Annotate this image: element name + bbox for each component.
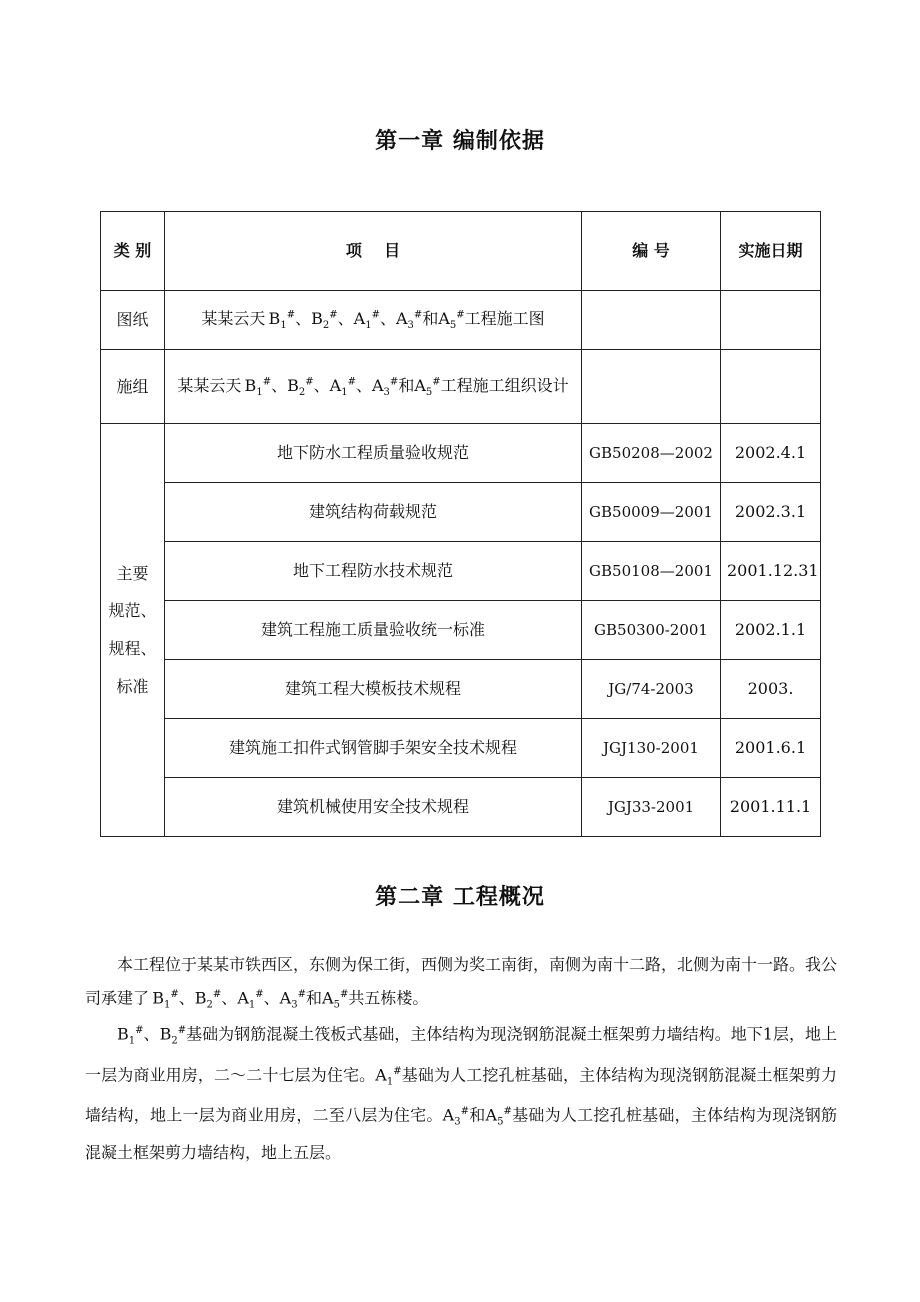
standard-date: 2002.1.1 <box>721 601 821 660</box>
overview-paragraph-structure: $B_1^{\#}$、$B_2^{\#}$基础为钢筋混凝土筏板式基础，主体结构为现浇钢筋混凝土框架剪力墙结构。地下1层，地上一层为商业用房，二～二十七层为住宅。$A_1^{\#}$基础为人工挖孔桩基础，主体结构为现浇钢筋混凝土框架剪力墙结构，地上一层为商业用房，二至八层为住宅。$A_3^{\#}$和$A_5^{\#}$基础为人工挖孔桩基础，主体结构为现浇钢筋混凝土框架剪力墙结构，地上五层。 <box>85 1024 837 1162</box>
standard-date: 2003. <box>721 660 821 719</box>
standard-code: GB50208—2002 <box>582 424 721 483</box>
table-row <box>101 424 821 483</box>
standard-code: GB50009—2001 <box>582 483 721 542</box>
category-standards: 主要 规范、 规程、 标准 <box>101 424 165 837</box>
standard-item: 地下防水工程质量验收规范 <box>165 424 582 483</box>
code-drawings <box>582 291 721 350</box>
standard-date: 2001.11.1 <box>721 778 821 837</box>
standard-item: 建筑机械使用安全技术规程 <box>165 778 582 837</box>
table-row-drawings <box>101 291 821 350</box>
standard-date: 2001.12.31 <box>721 542 821 601</box>
standard-date: 2002.3.1 <box>721 483 821 542</box>
standard-code: JGJ33-2001 <box>582 778 721 837</box>
header-category: 类 别 <box>101 212 165 291</box>
item-drawings: 某某云天 $B_1^{\#}$、$B_2^{\#}$、$A_1^{\#}$、$A_3^{\#}$和$A_5^{\#}$工程施工图 <box>165 291 582 350</box>
table-row <box>101 601 821 660</box>
standard-item: 建筑工程施工质量验收统一标准 <box>165 601 582 660</box>
header-date: 实施日期 <box>721 212 821 291</box>
table-row <box>101 719 821 778</box>
standard-date: 2002.4.1 <box>721 424 821 483</box>
date-organization <box>721 350 821 424</box>
standard-item: 建筑结构荷载规范 <box>165 483 582 542</box>
code-organization <box>582 350 721 424</box>
item-organization: 某某云天 $B_1^{\#}$、$B_2^{\#}$、$A_1^{\#}$、$A_3^{\#}$和$A_5^{\#}$工程施工组织设计 <box>165 350 582 424</box>
header-code: 编 号 <box>582 212 721 291</box>
category-organization: 施组 <box>101 350 165 424</box>
table-row <box>101 483 821 542</box>
standard-item: 建筑施工扣件式钢管脚手架安全技术规程 <box>165 719 582 778</box>
standard-item: 地下工程防水技术规范 <box>165 542 582 601</box>
standard-code: GB50300-2001 <box>582 601 721 660</box>
table-row <box>101 660 821 719</box>
table-header-row <box>101 212 821 291</box>
standard-code: JG/74-2003 <box>582 660 721 719</box>
chapter-2-title: 第二章 工程概况 <box>375 885 545 910</box>
standard-date: 2001.6.1 <box>721 719 821 778</box>
compilation-basis-table <box>100 211 821 837</box>
standard-code: JGJ130-2001 <box>582 719 721 778</box>
table-row <box>101 542 821 601</box>
overview-paragraph-location: 本工程位于某某市铁西区，东侧为保工街，西侧为奖工南街，南侧为南十二路，北侧为南十一路。我公司承建了 $B_1^{\#}$、$B_2^{\#}$、$A_1^{\#}$、$A_3^{\#}$和$A_5^{\#}$共五栋楼。 <box>85 955 838 1011</box>
category-drawings: 图纸 <box>101 291 165 350</box>
header-item: 项 目 <box>165 212 582 291</box>
standard-code: GB50108—2001 <box>582 542 721 601</box>
table-row-organization <box>101 350 821 424</box>
date-drawings <box>721 291 821 350</box>
table-row <box>101 778 821 837</box>
chapter-1-title: 第一章 编制依据 <box>375 129 545 154</box>
standard-item: 建筑工程大模板技术规程 <box>165 660 582 719</box>
